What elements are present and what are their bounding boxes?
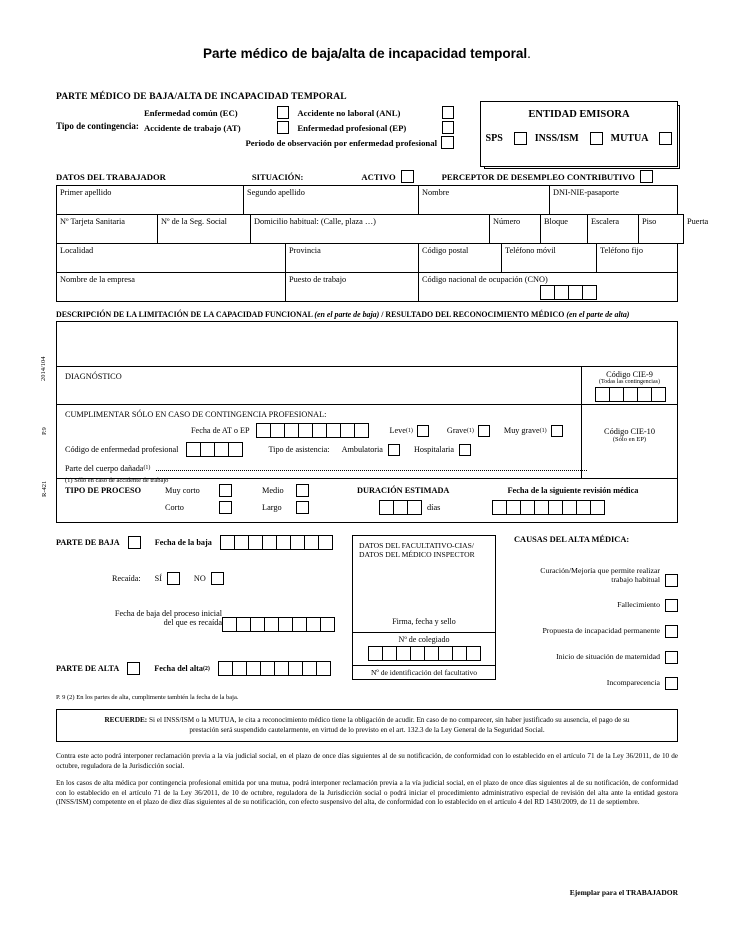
revision-box-6[interactable]	[562, 500, 577, 515]
descripcion-region	[40, 321, 678, 523]
checkbox-parte-baja[interactable]	[128, 536, 141, 549]
codigo-ep-boxes[interactable]	[186, 442, 242, 457]
fecha-alta-box-4[interactable]	[260, 661, 275, 676]
cno-box-4[interactable]	[582, 285, 597, 300]
corto-label: Corto	[165, 503, 184, 512]
fbi-box-7[interactable]	[306, 617, 321, 632]
profesional-heading: CUMPLIMENTAR SÓLO EN CASO DE CONTINGENCIA PROFESIONAL:	[65, 410, 327, 419]
fbi-box-6[interactable]	[292, 617, 307, 632]
checkbox-recaida-no[interactable]	[211, 572, 224, 585]
field-codigo-postal[interactable]: Código postal	[419, 244, 502, 273]
fecha-baja-label: Fecha de la baja	[154, 538, 212, 547]
recaida-row	[56, 572, 344, 585]
contingencia-block	[56, 105, 678, 161]
fecha-baja-boxes[interactable]	[220, 535, 332, 550]
facultativo-title	[353, 536, 495, 559]
checkbox-recaida-si[interactable]	[167, 572, 180, 585]
recuerde-text1: Si el INSS/ISM o la MUTUA, le cita a reconocimiento médico tiene la obligación de acudir. En caso de no comparecer, sin haber justificado su ausencia, el pago de su	[147, 716, 630, 724]
muy-grave-label: Muy grave	[503, 426, 540, 435]
checkbox-grave[interactable]	[478, 425, 490, 437]
field-numero[interactable]: Número	[490, 215, 541, 244]
contingencia-label: Tipo de contingencia:	[56, 121, 139, 131]
field-piso[interactable]: Piso	[639, 215, 684, 244]
cno-box-3[interactable]	[568, 285, 583, 300]
checkbox-parte-alta[interactable]	[127, 662, 140, 675]
revision-box-1[interactable]	[492, 500, 507, 515]
duracion-box-3[interactable]	[407, 500, 422, 515]
colegiado-boxes[interactable]	[365, 646, 483, 661]
parte-cuerpo-input[interactable]	[156, 462, 587, 471]
fecha-baja-box-8[interactable]	[318, 535, 333, 550]
checkbox-sps[interactable]	[514, 132, 527, 145]
medio-label: Medio	[262, 486, 284, 495]
fecha-baja-inicial-row	[56, 609, 344, 639]
fecha-at-box-2[interactable]	[270, 423, 285, 438]
recuerde-box	[56, 709, 678, 742]
identificacion-label: Nº de identificación del facultativo	[353, 665, 495, 677]
option-ep-label: Enfermedad profesional (EP)	[297, 122, 407, 133]
fecha-baja-box-5[interactable]	[276, 535, 291, 550]
entidad-emisora-options	[481, 132, 677, 145]
parte-baja-row	[56, 535, 344, 550]
cie10-sub: (Sólo en EP)	[612, 436, 647, 443]
causa-incomparecencia-label: Incomparecencia	[606, 678, 660, 687]
checkbox-anl[interactable]	[442, 106, 454, 119]
page-title	[0, 46, 734, 61]
field-provincia[interactable]: Provincia	[286, 244, 419, 273]
tipo-asistencia-label: Tipo de asistencia:	[268, 445, 330, 454]
field-telefono-fijo[interactable]: Teléfono fijo	[597, 244, 678, 273]
contingencia-row-2	[144, 120, 454, 135]
contingencia-profesional-block	[41, 405, 678, 484]
entidad-mutua-label: MUTUA	[610, 133, 649, 144]
parte-baja-label: PARTE DE BAJA	[56, 538, 120, 547]
cie9-box-5[interactable]	[651, 387, 666, 402]
option-ec-label: Enfermedad común (EC)	[144, 107, 238, 118]
colegiado-box-3[interactable]	[396, 646, 411, 661]
fecha-baja-box-7[interactable]	[304, 535, 319, 550]
field-escalera[interactable]: Escalera	[588, 215, 639, 244]
causas-alta-column	[514, 535, 678, 692]
causa-curacion-line2: trabajo habitual	[611, 575, 660, 584]
revision-box-3[interactable]	[520, 500, 535, 515]
profesional-nota: (1) Sólo en caso de accidente de trabajo	[65, 477, 169, 484]
ejemplar-footer: Ejemplar para el TRABAJADOR	[569, 888, 678, 897]
checkbox-incomparecencia[interactable]	[665, 677, 678, 690]
facultativo-line2: DATOS DEL MÉDICO INSPECTOR	[359, 550, 475, 559]
duracion-estimada-label: DURACIÓN ESTIMADA	[357, 486, 450, 495]
field-cno[interactable]	[419, 273, 678, 302]
field-primer-apellido[interactable]: Primer apellido	[57, 186, 244, 215]
colegiado-box-7[interactable]	[452, 646, 467, 661]
legal-paragraph-1: Contra este acto podrá interponer reclamación previa a la vía judicial social, en el plazo de once días siguientes al de su notificación, de conformidad con lo establecido en el artículo 71 de la Ley 36/2011, de 10 de octubre, reguladora de la Jurisdicción social.	[56, 752, 678, 771]
causa-curacion-row	[514, 566, 678, 590]
field-tarjeta-sanitaria[interactable]: Nº Tarjeta Sanitaria	[57, 215, 158, 244]
revision-box-5[interactable]	[548, 500, 563, 515]
contingencia-row-3	[144, 135, 454, 150]
facultativo-line1: DATOS DEL FACULTATIVO-CIAS/	[359, 541, 474, 550]
causas-alta-title: CAUSAS DEL ALTA MÉDICA:	[514, 535, 630, 544]
recuerde-text2: prestación será suspendido cautelarmente, en virtud de lo previsto en el art. 132.3 de la Ley General de la Seguridad Social.	[189, 725, 545, 734]
colegiado-box-6[interactable]	[438, 646, 453, 661]
duracion-boxes[interactable]	[379, 500, 421, 515]
no-label: NO	[193, 574, 206, 583]
parte-cuerpo-label: Parte del cuerpo dañada	[65, 463, 144, 473]
situacion-label: SITUACIÓN:	[251, 171, 304, 182]
checkbox-fallecimiento[interactable]	[665, 599, 678, 612]
si-label: SÍ	[154, 574, 162, 583]
fecha-alta-box-1[interactable]	[218, 661, 233, 676]
fecha-baja-box-6[interactable]	[290, 535, 305, 550]
colegiado-box-1[interactable]	[368, 646, 383, 661]
fecha-alta-sup: (2)	[202, 665, 210, 672]
cie10-block	[581, 405, 677, 478]
table-row: Nº Tarjeta Sanitaria Nº de la Seg. Social Domicilio habitual: (Calle, plaza …) Número Bloque Escalera Piso Puerta	[57, 215, 684, 244]
colegiado-box-5[interactable]	[424, 646, 439, 661]
descripcion-textarea[interactable]	[56, 321, 678, 367]
form-sheet	[40, 92, 709, 815]
muy-corto-label: Muy corto	[165, 486, 200, 495]
checkbox-activo[interactable]	[401, 170, 414, 183]
codigo-ep-label: Código de enfermedad profesional	[65, 445, 179, 454]
activo-label: ACTIVO	[361, 171, 396, 182]
muy-grave-sup: (1)	[539, 427, 547, 434]
fecha-baja-box-4[interactable]	[262, 535, 277, 550]
hospitalaria-label: Hospitalaria	[413, 445, 454, 454]
recaida-label: Recaída:	[112, 574, 141, 583]
diagnostico-block	[56, 367, 678, 405]
grave-sup: (1)	[466, 427, 474, 434]
duracion-box-2[interactable]	[393, 500, 408, 515]
fbi-box-8[interactable]	[320, 617, 335, 632]
fecha-alta-boxes[interactable]	[218, 661, 330, 676]
fecha-alta-box-6[interactable]	[288, 661, 303, 676]
datos-trabajador-title: DATOS DEL TRABAJADOR	[56, 171, 166, 182]
field-dni[interactable]: DNI-NIE-pasaporte	[550, 186, 678, 215]
cie9-sub: (Todas las contingencias)	[599, 379, 660, 385]
diagnostico-label: DIAGNÓSTICO	[65, 372, 122, 381]
entidad-emisora-title: ENTIDAD EMISORA	[528, 109, 630, 120]
fecha-baja-inicial-line2: del que es recaída	[163, 618, 222, 627]
fbi-box-2[interactable]	[236, 617, 251, 632]
parte-cuerpo-sup: (1)	[143, 465, 151, 471]
fecha-at-box-8[interactable]	[354, 423, 369, 438]
largo-label: Largo	[262, 503, 282, 512]
colegiado-box-4[interactable]	[410, 646, 425, 661]
revision-box-2[interactable]	[506, 500, 521, 515]
causa-fallecimiento-row	[514, 600, 678, 614]
cie9-box-2[interactable]	[609, 387, 624, 402]
checkbox-ep[interactable]	[442, 121, 454, 134]
fecha-baja-box-3[interactable]	[248, 535, 263, 550]
checkbox-hospitalaria[interactable]	[459, 444, 471, 456]
field-bloque[interactable]: Bloque	[541, 215, 588, 244]
fecha-at-label: Fecha de AT o EP	[191, 426, 250, 435]
duracion-box-1[interactable]	[379, 500, 394, 515]
codigo-ep-box-4[interactable]	[228, 442, 243, 457]
causa-incapacidad-row	[514, 626, 678, 640]
grave-label: Grave	[446, 426, 467, 435]
tipo-proceso-row-2	[57, 497, 677, 515]
causa-fallecimiento-label: Fallecimiento	[617, 600, 660, 609]
fecha-baja-box-1[interactable]	[220, 535, 235, 550]
fecha-baja-inicial-label	[115, 609, 222, 627]
option-anl-label: Accidente no laboral (ANL)	[297, 107, 401, 118]
lower-region	[56, 535, 678, 701]
ambulatoria-label: Ambulatoria	[341, 445, 383, 454]
codigo-ep-box-2[interactable]	[200, 442, 215, 457]
codigo-ep-box-1[interactable]	[186, 442, 201, 457]
datos-trabajador-strip	[56, 170, 678, 183]
legal-paragraph-2: En los casos de alta médica por contingencia profesional emitida por una mutua, podrá interponer reclamación previa a la vía judicial social, en el plazo de once días siguientes al de su notificación, de conformidad con lo establecido en el artículo 71 de la Ley 36/2011, de 10 de octubre, reguladora de la Jurisdicción social o podrá iniciar el procedimiento administrativo especial de revisión del alta ante la entidad gestora (INSS/ISM) competente en el plazo de diez días siguientes al de su notificación, con efecto suspensivo del alta, de conformidad con lo establecido en el artículo 4 del RD 1430/2009, de 11 de septiembre.	[56, 778, 678, 807]
fbi-box-4[interactable]	[264, 617, 279, 632]
side-label-p9: P.9	[41, 427, 48, 435]
legal-text	[56, 752, 678, 808]
field-cno-label: Código nacional de ocupación (CNO)	[422, 275, 548, 284]
entidad-inss-label: INSS/ISM	[534, 133, 579, 144]
checkbox-largo[interactable]	[296, 501, 309, 514]
cno-boxes[interactable]	[540, 285, 674, 300]
checkbox-corto[interactable]	[219, 501, 232, 514]
descripcion-title	[56, 310, 678, 319]
descripcion-title-a: DESCRIPCIÓN DE LA LIMITACIÓN DE LA CAPACIDAD FUNCIONAL	[56, 310, 315, 319]
cie9-box-1[interactable]	[595, 387, 610, 402]
checkbox-ec[interactable]	[277, 106, 289, 119]
fecha-alta-box-2[interactable]	[232, 661, 247, 676]
nota-p9: P. 9 (2) En los partes de alta, cumplimente también la fecha de la baja.	[56, 694, 239, 701]
table-row	[57, 273, 678, 302]
field-puesto-trabajo[interactable]: Puesto de trabajo	[286, 273, 419, 302]
checkbox-maternidad[interactable]	[665, 651, 678, 664]
fecha-at-box-1[interactable]	[256, 423, 271, 438]
checkbox-curacion[interactable]	[665, 574, 678, 587]
revision-box-7[interactable]	[576, 500, 591, 515]
form-title: PARTE MÉDICO DE BAJA/ALTA DE INCAPACIDAD TEMPORAL	[56, 92, 347, 102]
checkbox-at[interactable]	[277, 121, 289, 134]
fecha-alta-box-3[interactable]	[246, 661, 261, 676]
tipo-proceso-row-1	[57, 479, 677, 497]
causa-incomparecencia-row	[514, 678, 678, 692]
colegiado-box-8[interactable]	[466, 646, 481, 661]
fecha-baja-box-2[interactable]	[234, 535, 249, 550]
entidad-sps-label: SPS	[485, 133, 503, 144]
field-seguridad-social[interactable]: Nº de la Seg. Social	[158, 215, 251, 244]
recuerde-bold: RECUERDE:	[104, 716, 148, 724]
fbi-box-5[interactable]	[278, 617, 293, 632]
fecha-at-box-7[interactable]	[340, 423, 355, 438]
leve-label: Leve	[389, 426, 406, 435]
checkbox-perceptor[interactable]	[640, 170, 653, 183]
fecha-at-box-3[interactable]	[284, 423, 299, 438]
page-title-suffix: .	[527, 46, 531, 61]
colegiado-label: Nº de colegiado	[353, 632, 495, 644]
side-label-r421: R-421	[41, 480, 48, 497]
checkbox-muy-corto[interactable]	[219, 484, 232, 497]
cie9-block	[581, 367, 677, 404]
contingencia-options	[144, 105, 454, 150]
option-observacion-label: Periodo de observación por enfermedad profesional	[245, 137, 437, 148]
fecha-alta-label: Fecha del alta	[154, 664, 203, 673]
side-label-year: 2014/104	[40, 356, 47, 381]
field-domicilio[interactable]: Domicilio habitual: (Calle, plaza …)	[251, 215, 490, 244]
checkbox-medio[interactable]	[296, 484, 309, 497]
field-segundo-apellido[interactable]: Segundo apellido	[244, 186, 419, 215]
fecha-baja-inicial-line1: Fecha de baja del proceso inicial	[114, 609, 222, 618]
fbi-box-1[interactable]	[222, 617, 237, 632]
fecha-at-box-4[interactable]	[298, 423, 313, 438]
parte-alta-row	[56, 661, 344, 676]
causa-curacion-label	[514, 566, 678, 584]
table-row	[57, 186, 678, 215]
cie9-box-4[interactable]	[637, 387, 652, 402]
table-row	[57, 244, 678, 273]
table-trabajador-row4	[56, 272, 678, 302]
colegiado-box-2[interactable]	[382, 646, 397, 661]
checkbox-mutua[interactable]	[659, 132, 672, 145]
table-trabajador-row3	[56, 243, 678, 273]
fecha-alta-box-8[interactable]	[316, 661, 331, 676]
checkbox-ambulatoria[interactable]	[388, 444, 400, 456]
causa-curacion-line1: Curación/Mejoría que permite realizar	[540, 566, 660, 575]
tipo-proceso-title: TIPO DE PROCESO	[65, 486, 142, 495]
contingencia-row-1	[144, 105, 454, 120]
fecha-alta-box-7[interactable]	[302, 661, 317, 676]
facultativo-box	[352, 535, 496, 680]
cno-box-1[interactable]	[540, 285, 555, 300]
checkbox-observacion[interactable]	[441, 136, 454, 149]
fecha-at-boxes[interactable]	[256, 423, 368, 438]
parte-baja-column	[56, 535, 344, 701]
checkbox-inss[interactable]	[590, 132, 603, 145]
cie10-title: Código CIE-10	[604, 427, 655, 436]
page-title-text: Parte médico de baja/alta de incapacidad temporal	[203, 46, 528, 61]
revision-label: Fecha de la siguiente revisión médica	[507, 486, 639, 495]
checkbox-incapacidad[interactable]	[665, 625, 678, 638]
descripcion-title-c: / RESULTADO DEL RECONOCIMIENTO MÉDICO	[379, 310, 567, 319]
parte-alta-label: PARTE DE ALTA	[56, 664, 120, 673]
codigo-ep-box-3[interactable]	[214, 442, 229, 457]
dias-label: días	[427, 503, 441, 512]
perceptor-label: PERCEPTOR DE DESEMPLEO CONTRIBUTIVO	[441, 171, 635, 182]
firma-label: Firma, fecha y sello	[392, 617, 456, 626]
cie9-title: Código CIE-9	[606, 370, 653, 379]
leve-sup: (1)	[405, 427, 413, 434]
revision-box-4[interactable]	[534, 500, 549, 515]
revision-box-8[interactable]	[590, 500, 605, 515]
fecha-alta-box-5[interactable]	[274, 661, 289, 676]
checkbox-muy-grave[interactable]	[551, 425, 563, 437]
fbi-box-3[interactable]	[250, 617, 265, 632]
fecha-at-box-5[interactable]	[312, 423, 327, 438]
revision-boxes[interactable]	[492, 500, 604, 515]
causa-incapacidad-label: Propuesta de incapacidad permanente	[542, 626, 660, 635]
fecha-baja-inicial-boxes[interactable]	[222, 617, 334, 632]
table-trabajador-row2	[56, 214, 709, 244]
tipo-proceso-block	[41, 479, 678, 523]
option-at-label: Accidente de trabajo (AT)	[144, 122, 241, 133]
cno-box-2[interactable]	[554, 285, 569, 300]
field-nombre[interactable]: Nombre	[419, 186, 550, 215]
table-trabajador-row1	[56, 185, 678, 215]
field-empresa[interactable]: Nombre de la empresa	[57, 273, 286, 302]
cie9-box-3[interactable]	[623, 387, 638, 402]
field-telefono-movil[interactable]: Teléfono móvil	[502, 244, 597, 273]
field-localidad[interactable]: Localidad	[57, 244, 286, 273]
descripcion-title-d: (en el parte de alta)	[566, 310, 630, 319]
fecha-at-box-6[interactable]	[326, 423, 341, 438]
entidad-emisora-box	[480, 101, 678, 167]
cie9-boxes[interactable]	[582, 387, 677, 402]
checkbox-leve[interactable]	[417, 425, 429, 437]
causa-maternidad-row	[514, 652, 678, 666]
causa-maternidad-label: Inicio de situación de maternidad	[556, 652, 660, 661]
descripcion-title-b: (en el parte de baja)	[314, 310, 380, 319]
